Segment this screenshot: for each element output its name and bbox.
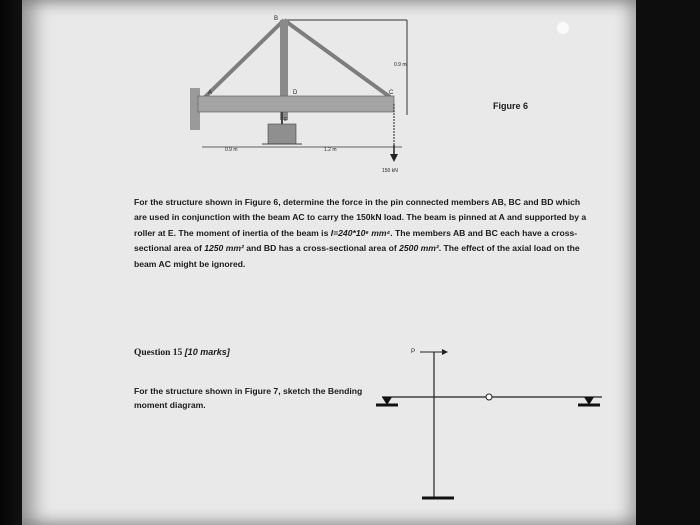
q14-figure-ref: Figure 6 bbox=[244, 197, 279, 207]
dim-height-text: 0.9 m bbox=[394, 62, 407, 68]
q14-text-3: . The members AB and BC each have a cross-sectional area of bbox=[134, 227, 578, 254]
node-a-label: A bbox=[208, 90, 213, 96]
figure-6-caption: Figure 6 bbox=[493, 101, 529, 111]
figure-6-truss-diagram bbox=[22, 0, 636, 180]
p-arrow-head bbox=[442, 349, 448, 355]
member-bc bbox=[284, 20, 390, 97]
roller-support-e bbox=[268, 124, 296, 144]
dim-left-text: 0.9 m bbox=[225, 147, 238, 153]
q14-area-1: 1250 mm² bbox=[204, 243, 244, 254]
q14-text-1: For the structure shown in bbox=[134, 197, 245, 207]
question-15-text bbox=[134, 384, 374, 412]
question-15-heading bbox=[134, 347, 230, 358]
p-label: P bbox=[411, 349, 416, 355]
beam-ac bbox=[198, 96, 394, 112]
dim-right-text: 1.2 m bbox=[324, 147, 337, 153]
q15-title: Question 15 bbox=[134, 348, 185, 358]
q15-marks: [10 marks] bbox=[184, 347, 230, 357]
q14-text-2: , determine the force in the pin connected members AB, BC and BD which are used in conjunction with the beam AC to carry the 150kN load. The beam is pinned at A and supported by a roller at E. The moment of inertia of the beam is bbox=[134, 197, 587, 238]
camera-glare bbox=[557, 22, 569, 34]
q15-text-2: , sketch the Bending moment diagram. bbox=[134, 386, 363, 410]
q14-inertia: I=240*10⁶ mm⁴ bbox=[330, 227, 391, 238]
question-14-paragraph bbox=[134, 195, 589, 272]
q15-figure-ref: Figure 7 bbox=[244, 386, 279, 396]
document-page bbox=[22, 0, 636, 525]
node-e-label: E bbox=[284, 117, 288, 123]
node-c-label: C bbox=[389, 90, 394, 96]
q15-text-1: For the structure shown in bbox=[134, 386, 245, 396]
member-ab bbox=[205, 20, 284, 97]
load-arrow-head bbox=[390, 154, 398, 162]
hinge-icon bbox=[486, 394, 492, 400]
node-b-label: B bbox=[274, 16, 279, 22]
node-d-label: D bbox=[293, 90, 298, 96]
figure-7-drawing bbox=[342, 340, 612, 510]
q14-area-2: 2500 mm² bbox=[399, 243, 439, 254]
q14-text-5: . The effect of the axial load on the beam AC might be ignored. bbox=[134, 243, 580, 269]
load-text: 150 kN bbox=[382, 168, 398, 174]
q14-text-4: and BD has a cross-sectional area of bbox=[243, 243, 400, 254]
